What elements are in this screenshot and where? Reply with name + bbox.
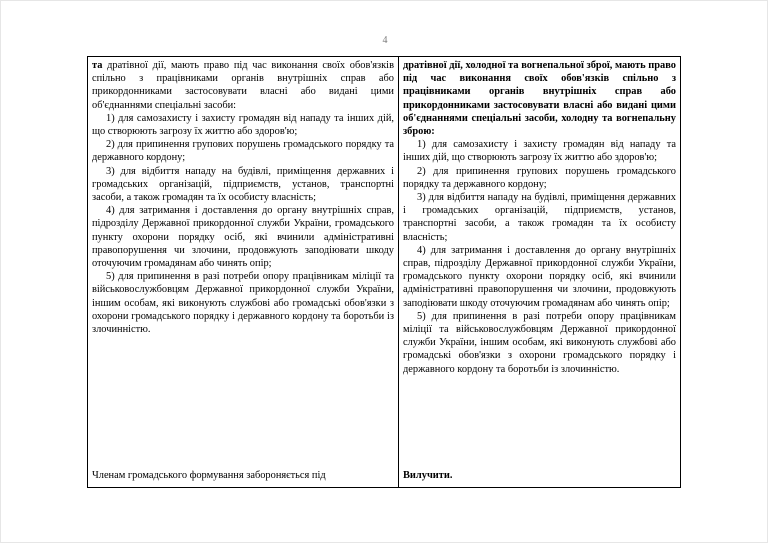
right-item-4: 4) для затримання і доставлення до органу внутрішніх справ, підрозділу Державної прикордонної служби України, громадського пункту охорони порядку осіб, які вчинили адміністративні правопорушення чи злочини, продовжують заподіювати шкоду оточуючим громадянам або чинять опір; [403,244,676,309]
right-column-cell [399,57,681,488]
right-intro-paragraph: дратівної дії, холодної та вогнепальної зброї, мають право під час виконання своїх обов'язків спільно з працівниками органів внутрішніх справ або прикордонниками застосовувати власні або видані цими об'єднаннями спеціальні засоби, холодну та вогнепальну зброю: [403,60,676,138]
page-number: 4 [382,35,388,46]
right-item-5: 5) для припинення в разі потреби опору працівникам міліції та військовослужбовцям Державної прикордонної служби України, іншим особам, які виконують службові або громадські обов'язки з охорони громадського порядку і державного кордону та боротьби із злочинністю. [403,310,676,375]
comparison-table [87,56,681,488]
left-item-4: 4) для затримання і доставлення до органу внутрішніх справ, підрозділу Державної прикордонної служби України, громадського пункту охорони порядку осіб, які вчинили адміністративні правопорушення чи злочини, продовжують заподіювати шкоду оточуючим громадянам або чинять опір; [92,205,394,270]
right-item-1: 1) для самозахисту і захисту громадян від нападу та інших дій, що створюють загрозу їх життю або здоров'ю; [403,139,676,164]
left-item-2: 2) для припинення групових порушень громадського порядку та державного кордону; [92,139,394,164]
right-item-2: 2) для припинення групових порушень громадського порядку та державного кордону; [403,165,676,190]
left-intro-paragraph [92,59,394,112]
left-item-1: 1) для самозахисту і захисту громадян від нападу та інших дій, що створюють загрозу їх життю або здоров'ю; [92,112,394,138]
right-item-3: 3) для відбиття нападу на будівлі, приміщення державних і громадських організацій, підприємств, установ, транспортні засоби, а також громадян та їх особисту власність; [403,192,676,243]
left-item-3: 3) для відбиття нападу на будівлі, приміщення державних і громадських організацій, підприємств, установ, транспортні засоби, а також громадян та їх особисту власність; [92,165,394,204]
left-item-5: 5) для припинення в разі потреби опору працівникам міліції та військовослужбовцям Державної прикордонної служби України, іншим особам, які виконують службові або громадські обов'язки з охорони громадського порядку і державного кордону та боротьби із злочинністю. [92,271,394,336]
left-bottom-line: Членам громадського формування забороняється під [92,470,326,481]
left-intro-text: дратівної дії, мають право під час виконання своїх обов'язків спільно з працівниками органів внутрішніх справ або прикордонниками застосовувати власні або видані цими об'єднаннями спеціальні засоби: [92,60,394,111]
right-bottom-line: Вилучити. [403,470,453,481]
left-column-cell [88,57,399,488]
left-intro-bold-prefix: та [92,60,103,71]
